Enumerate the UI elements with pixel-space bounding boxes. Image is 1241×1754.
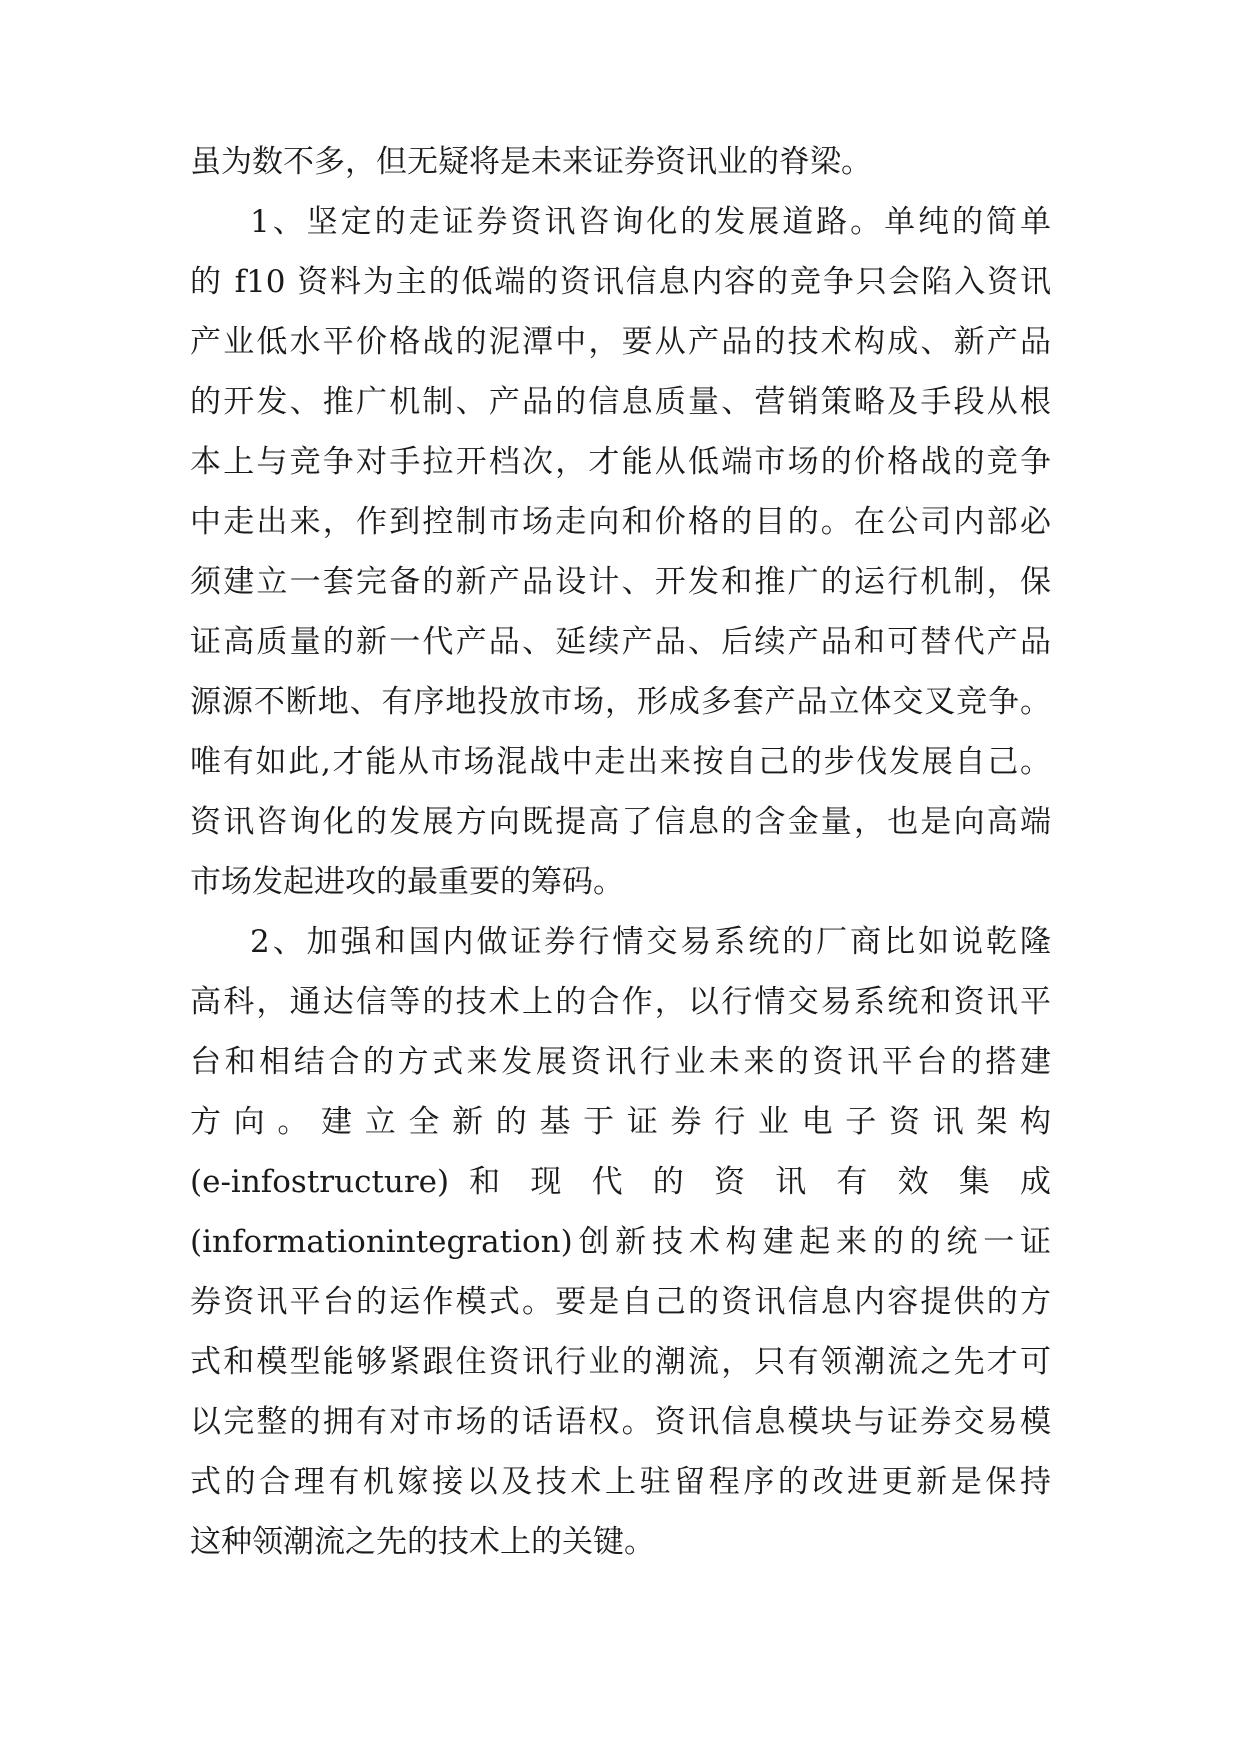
text-line: (e-infostructure) 和 现 代 的 资 讯 有 效 集 成 xyxy=(190,1164,1051,1200)
text-line: 资讯咨询化的发展方向既提高了信息的含金量，也是向高端 xyxy=(190,804,1051,840)
text-line: 产业低水平价格战的泥潭中，要从产品的技术构成、新产品 xyxy=(190,324,1051,360)
text-line: 以完整的拥有对市场的话语权。资讯信息模块与证券交易模 xyxy=(190,1404,1051,1440)
text-line: 的 f10 资料为主的低端的资讯信息内容的竞争只会陷入资讯 xyxy=(190,264,1051,300)
text-line: 1、坚定的走证券资讯咨询化的发展道路。单纯的简单 xyxy=(250,204,1051,240)
text-line: 的开发、推广机制、产品的信息质量、营销策略及手段从根 xyxy=(190,384,1051,420)
text-line: 券资讯平台的运作模式。要是自己的资讯信息内容提供的方 xyxy=(190,1284,1051,1320)
text-line: 须建立一套完备的新产品设计、开发和推广的运行机制，保 xyxy=(190,564,1051,600)
text-line: 虽为数不多，但无疑将是未来证券资讯业的脊梁。 xyxy=(190,144,872,180)
text-line: 本上与竞争对手拉开档次，才能从低端市场的价格战的竞争 xyxy=(190,444,1051,480)
text-line: 方向。建立全新的基于证券行业电子资讯架构 xyxy=(190,1104,1051,1140)
text-line: 这种领潮流之先的技术上的关键。 xyxy=(190,1524,655,1560)
text-line: 高科，通达信等的技术上的合作，以行情交易系统和资讯平 xyxy=(190,984,1051,1020)
text-line: (informationintegration)创新技术构建起来的的统一证 xyxy=(190,1224,1051,1260)
text-line: 市场发起进攻的最重要的筹码。 xyxy=(190,864,624,900)
text-line: 台和相结合的方式来发展资讯行业未来的资讯平台的搭建 xyxy=(190,1044,1051,1080)
text-line: 唯有如此,才能从市场混战中走出来按自己的步伐发展自己。 xyxy=(190,744,1051,780)
text-line: 证高质量的新一代产品、延续产品、后续产品和可替代产品 xyxy=(190,624,1051,660)
text-line: 式的合理有机嫁接以及技术上驻留程序的改进更新是保持 xyxy=(190,1464,1051,1500)
text-line: 中走出来，作到控制市场走向和价格的目的。在公司内部必 xyxy=(190,504,1051,540)
text-line: 源源不断地、有序地投放市场，形成多套产品立体交叉竞争。 xyxy=(190,684,1051,720)
text-line: 2、加强和国内做证券行情交易系统的厂商比如说乾隆 xyxy=(250,924,1051,960)
text-line: 式和模型能够紧跟住资讯行业的潮流，只有领潮流之先才可 xyxy=(190,1344,1051,1380)
